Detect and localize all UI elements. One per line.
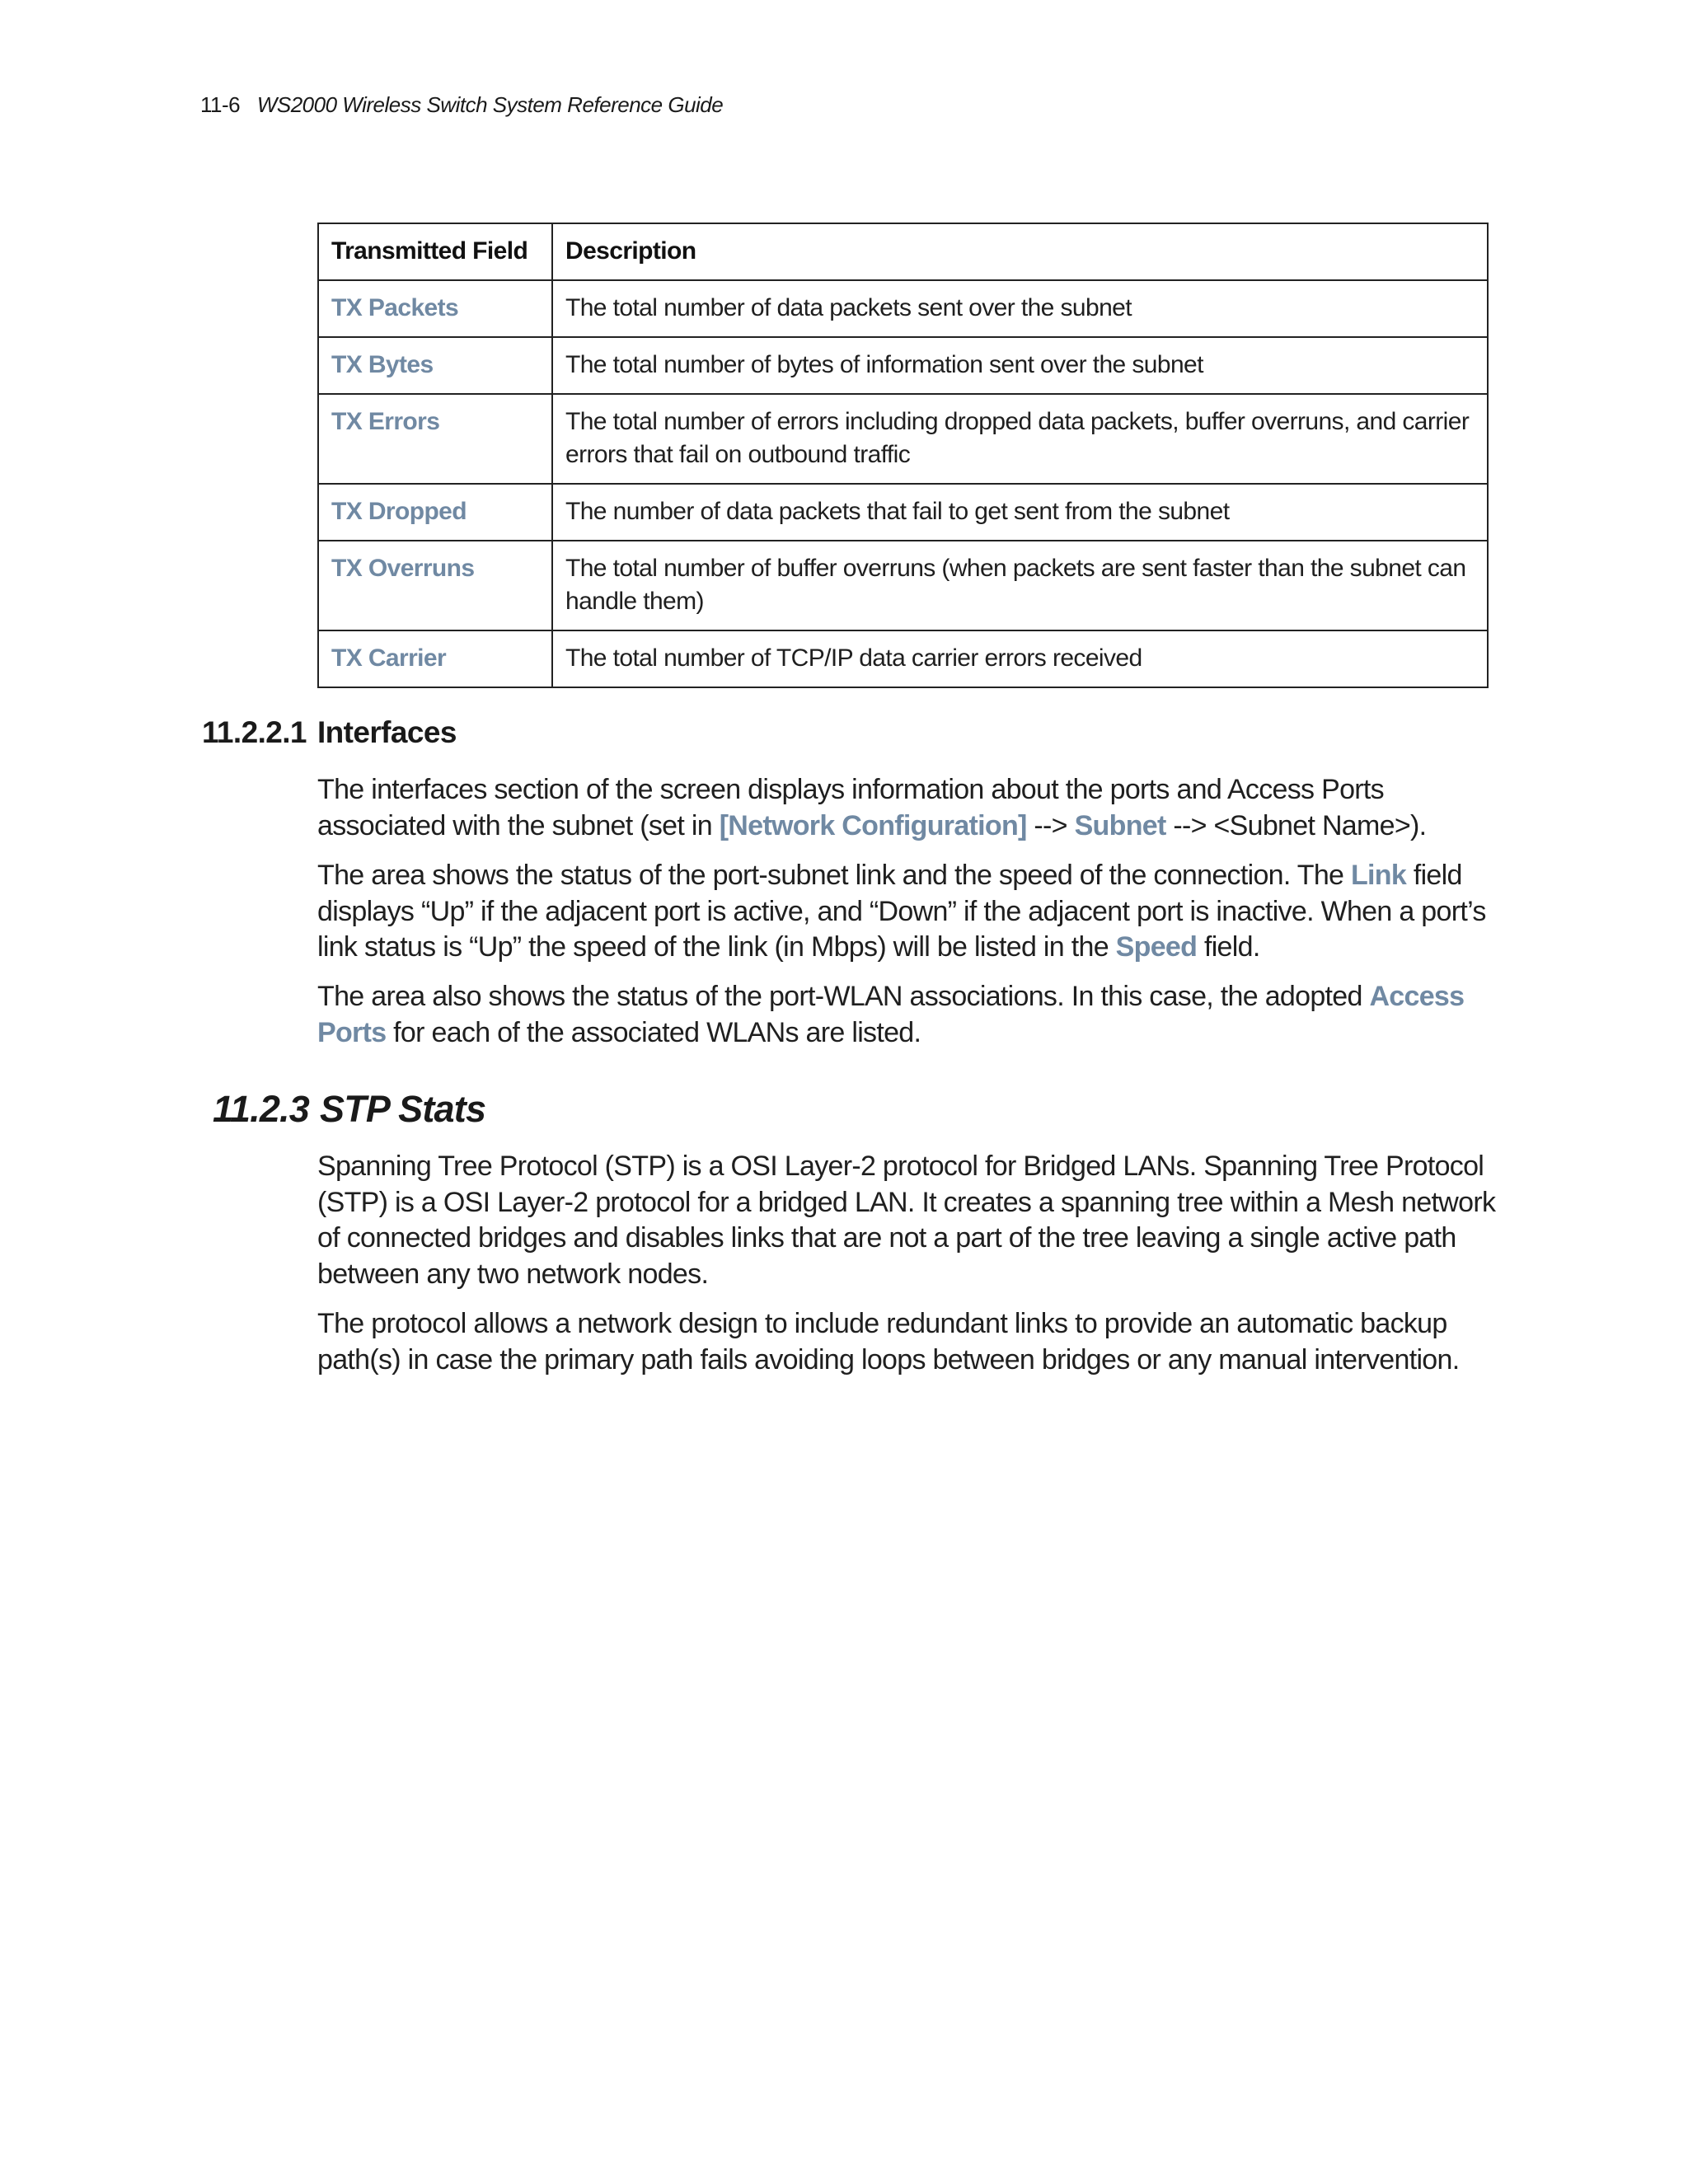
guide-title: WS2000 Wireless Switch System Reference Guide bbox=[256, 92, 724, 117]
table-row bbox=[318, 630, 1488, 687]
section-title: Interfaces bbox=[317, 715, 457, 749]
ui-reference: Link bbox=[1350, 860, 1407, 891]
field-description: The total number of buffer overruns (when packets are sent faster than the subnet can handle them) bbox=[552, 541, 1488, 630]
section-heading-stp-stats bbox=[213, 1088, 485, 1131]
stp-paragraph-1: Spanning Tree Protocol (STP) is a OSI Layer-2 protocol for Bridged LANs. Spanning Tree Protocol (STP) is a OSI Layer-2 protocol for a bridged LAN. It creates a spanning tree within a Mesh network of connected bridges and disables links that are not a part of the tree leaving a single active path between any two network nodes. bbox=[317, 1151, 1496, 1290]
stp-paragraph-2: The protocol allows a network design to include redundant links to provide an automatic backup path(s) in case the primary path fails avoiding loops between bridges or any manual intervention. bbox=[317, 1308, 1460, 1376]
field-name: TX Packets bbox=[318, 280, 552, 337]
column-header-field: Transmitted Field bbox=[318, 223, 552, 280]
text-run: The area shows the status of the port-subnet link and the speed of the connection. The bbox=[317, 860, 1351, 891]
text-run: for each of the associated WLANs are listed. bbox=[386, 1016, 921, 1048]
ui-reference: Access Ports bbox=[317, 981, 1465, 1048]
interfaces-paragraph-3 bbox=[317, 979, 1496, 1051]
table-row bbox=[318, 337, 1488, 394]
section-heading-interfaces bbox=[202, 715, 457, 750]
field-description: The total number of TCP/IP data carrier errors received bbox=[552, 630, 1488, 687]
field-description: The total number of errors including dropped data packets, buffer overruns, and carrier errors that fail on outbound traffic bbox=[552, 394, 1488, 484]
section-title: STP Stats bbox=[320, 1088, 486, 1130]
transmitted-fields-table bbox=[317, 223, 1489, 688]
field-name: TX Dropped bbox=[318, 484, 552, 541]
ui-reference: Speed bbox=[1115, 931, 1198, 963]
column-header-description: Description bbox=[552, 223, 1488, 280]
text-run: The area also shows the status of the port-WLAN associations. In this case, the adopted bbox=[317, 981, 1370, 1012]
field-name: TX Carrier bbox=[318, 630, 552, 687]
field-description: The number of data packets that fail to get sent from the subnet bbox=[552, 484, 1488, 541]
field-description: The total number of bytes of information sent over the subnet bbox=[552, 337, 1488, 394]
field-name: TX Bytes bbox=[318, 337, 552, 394]
interfaces-paragraph-1 bbox=[317, 772, 1496, 844]
ui-reference: Subnet bbox=[1074, 809, 1166, 841]
table-row bbox=[318, 484, 1488, 541]
field-name: TX Errors bbox=[318, 394, 552, 484]
field-name: TX Overruns bbox=[318, 541, 552, 630]
text-run: The interfaces section of the screen displays information about the ports and Access Ports associated with the subnet (set in bbox=[317, 774, 1384, 841]
text-run: field. bbox=[1197, 931, 1260, 963]
page-number: 11-6 bbox=[200, 92, 241, 117]
text-run: field displays “Up” if the adjacent port is active, and “Down” if the adjacent port is inactive. When a port’s link status is “Up” the speed of the link (in Mbps) will be listed in the bbox=[317, 860, 1486, 963]
text-run: --> <Subnet Name>). bbox=[1165, 809, 1427, 841]
section-number: 11.2.2.1 bbox=[202, 715, 307, 749]
table-row bbox=[318, 394, 1488, 484]
ui-reference: [Network Configuration] bbox=[719, 809, 1027, 841]
field-description: The total number of data packets sent over the subnet bbox=[552, 280, 1488, 337]
interfaces-paragraph-2 bbox=[317, 858, 1496, 966]
table-header-row bbox=[318, 223, 1488, 280]
table-row bbox=[318, 280, 1488, 337]
table-row bbox=[318, 541, 1488, 630]
section-number: 11.2.3 bbox=[213, 1088, 309, 1130]
running-header bbox=[200, 92, 723, 118]
text-run: --> bbox=[1026, 809, 1075, 841]
